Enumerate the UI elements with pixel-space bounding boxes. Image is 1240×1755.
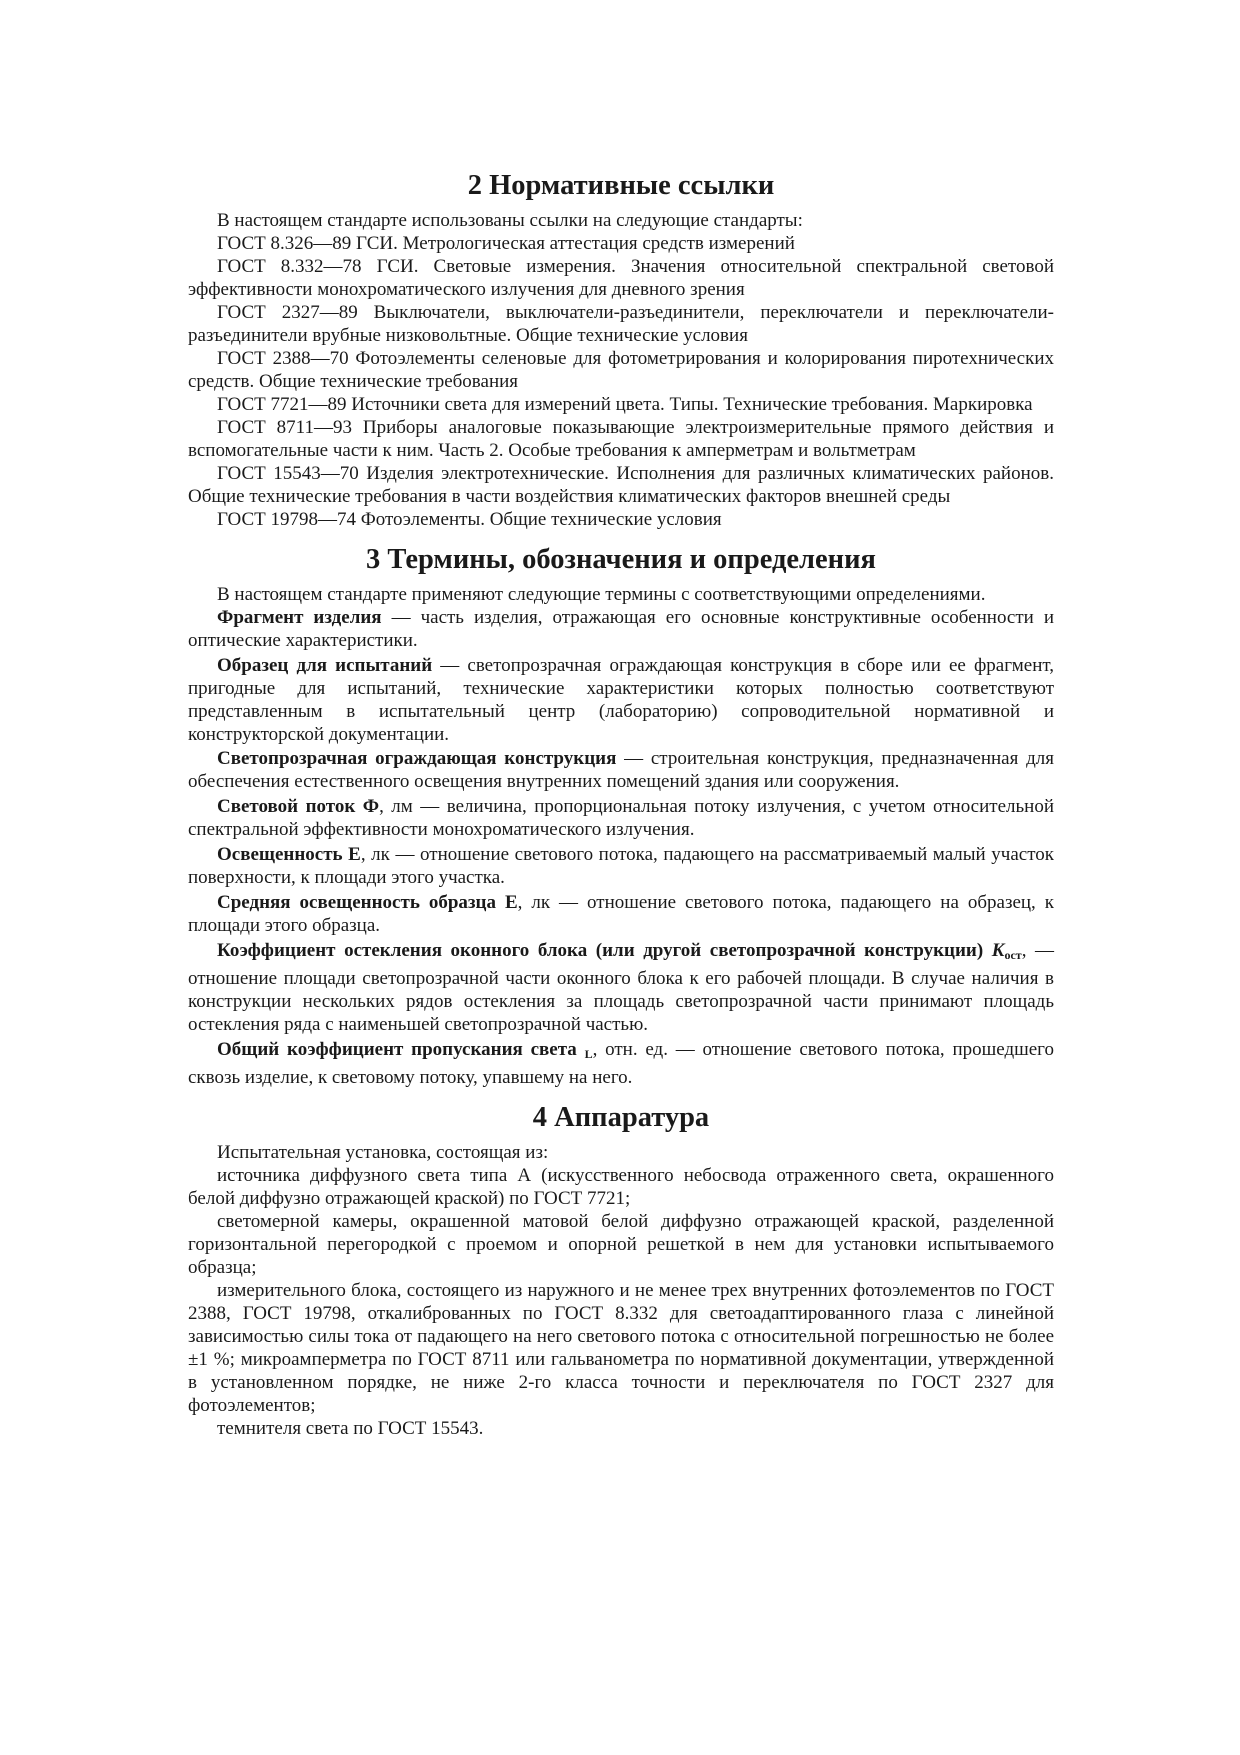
term-definition (188, 795, 1054, 841)
term-name: Средняя освещенность образца Е (217, 892, 518, 913)
term-name: Светопрозрачная ограждающая конструкция (217, 748, 617, 769)
term-definition (188, 606, 1054, 652)
apparatus-paragraph: светомерной камеры, окрашенной матовой белой диффузно отражающей краской, разделенной горизонтальной перегородкой с проемом и опорной решеткой в нем для установки испытываемого образца; (188, 1211, 1054, 1278)
term-definition-glazing (188, 939, 1054, 1036)
term-name: Световой поток Ф (217, 796, 380, 817)
term-text: — часть изделия, отражающая его основные конструктивные особенности и оптические характеристики. (188, 607, 1055, 651)
term-text: — строительная конструкция, предназначенная для обеспечения естественного освещения внутренних помещений здания или сооружения. (188, 748, 1054, 792)
reference-item: ГОСТ 8711—93 Приборы аналоговые показывающие электроизмерительные прямого действия и вспомогательные части к ним. Часть 2. Особые требования к амперметрам и вольтметрам (188, 417, 1054, 461)
term-text: , лк — отношение светового потока, падающего на образец, к площади этого образца. (188, 892, 1055, 936)
term-name: Фрагмент изделия (217, 607, 382, 628)
term-definition (188, 891, 1054, 937)
apparatus-paragraph: источника диффузного света типа А (искусственного небосвода отраженного света, окрашенного белой диффузно отражающей краской) по ГОСТ 7721; (188, 1165, 1054, 1209)
term-text: , лк — отношение светового потока, падающего на рассматриваемый малый участок поверхности, к площади этого участка. (188, 844, 1054, 888)
term-definition (188, 747, 1054, 793)
section-3-intro: В настоящем стандарте применяют следующие термины с соответствующими определениями. (217, 584, 986, 605)
reference-item: ГОСТ 19798—74 Фотоэлементы. Общие технические условия (217, 509, 722, 530)
term-name: Общий коэффициент пропускания света (217, 1039, 577, 1060)
term-text: — светопрозрачная ограждающая конструкция в сборе или ее фрагмент, пригодные для испытаний, технические характеристики которых полностью соответствуют представленным в испытательный центр (лабораторию) сопроводительной нормативной и конструкторской документации. (188, 655, 1054, 745)
document-page (188, 168, 1054, 1440)
section-2-intro: В настоящем стандарте использованы ссылки на следующие стандарты: (217, 210, 803, 231)
glazing-symbol: K (991, 940, 1005, 961)
apparatus-paragraph: измерительного блока, состоящего из наружного и не менее трех внутренних фотоэлементов по ГОСТ 2388, ГОСТ 19798, откалиброванных по ГОСТ 8.332 для светоадаптированного глаза с линейной зависимостью силы тока от падающего на него светового потока с относительной погрешностью не более ±1 %; микроамперметра по ГОСТ 8711 или гальванометра по нормативной документации, утвержденной в установленном порядке, не ниже 2-го класса точности и переключателя по ГОСТ 2327 для фотоэлементов; (188, 1280, 1054, 1416)
section-2-title: 2 Нормативные ссылки (467, 170, 775, 201)
reference-item: ГОСТ 2388—70 Фотоэлементы селеновые для фотометрирования и колорирования пиротехнических средств. Общие технические требования (188, 348, 1054, 392)
term-text: , — отношение площади светопрозрачной части оконного блока к его рабочей площади. В случае наличия в конструкции нескольких рядов остекления за площадь светопрозрачной части принимают площадь остекления ряда с наименьшей светопрозрачной частью. (188, 940, 1054, 1035)
reference-item: ГОСТ 8.326—89 ГСИ. Метрологическая аттестация средств измерений (217, 233, 795, 254)
term-text: , отн. ед. — отношение светового потока, прошедшего сквозь изделие, к световому потоку, упавшему на него. (188, 1039, 1054, 1088)
reference-item: ГОСТ 2327—89 Выключатели, выключатели-разъединители, переключатели и переключатели-разъединители врубные низковольтные. Общие технические условия (188, 302, 1054, 346)
apparatus-paragraph: темнителя света по ГОСТ 15543. (217, 1418, 484, 1439)
apparatus-paragraph: Испытательная установка, состоящая из: (217, 1142, 549, 1163)
term-definition (188, 654, 1054, 746)
transmission-symbol-subscript: L (584, 1047, 593, 1061)
term-name: Освещенность Е (217, 844, 361, 865)
section-4-title: 4 Аппаратура (532, 1102, 710, 1133)
reference-item: ГОСТ 7721—89 Источники света для измерений цвета. Типы. Технические требования. Маркировка (217, 394, 1033, 415)
term-definition-transmission (188, 1038, 1054, 1089)
term-name: Образец для испытаний (217, 655, 433, 676)
term-text: , лм — величина, пропорциональная потоку излучения, с учетом относительной спектральной эффективности монохроматического излучения. (188, 796, 1054, 840)
term-definition (188, 843, 1054, 889)
reference-item: ГОСТ 8.332—78 ГСИ. Световые измерения. Значения относительной спектральной световой эффективности монохроматического излучения для дневного зрения (188, 256, 1054, 300)
reference-item: ГОСТ 15543—70 Изделия электротехнические. Исполнения для различных климатических районов. Общие технические требования в части воздействия климатических факторов внешней среды (188, 463, 1054, 507)
term-name: Коэффициент остекления оконного блока (или другой светопрозрачной конструкции) (217, 940, 984, 961)
glazing-symbol-subscript: ост (1004, 948, 1022, 962)
section-3-title: 3 Термины, обозначения и определения (366, 544, 876, 575)
